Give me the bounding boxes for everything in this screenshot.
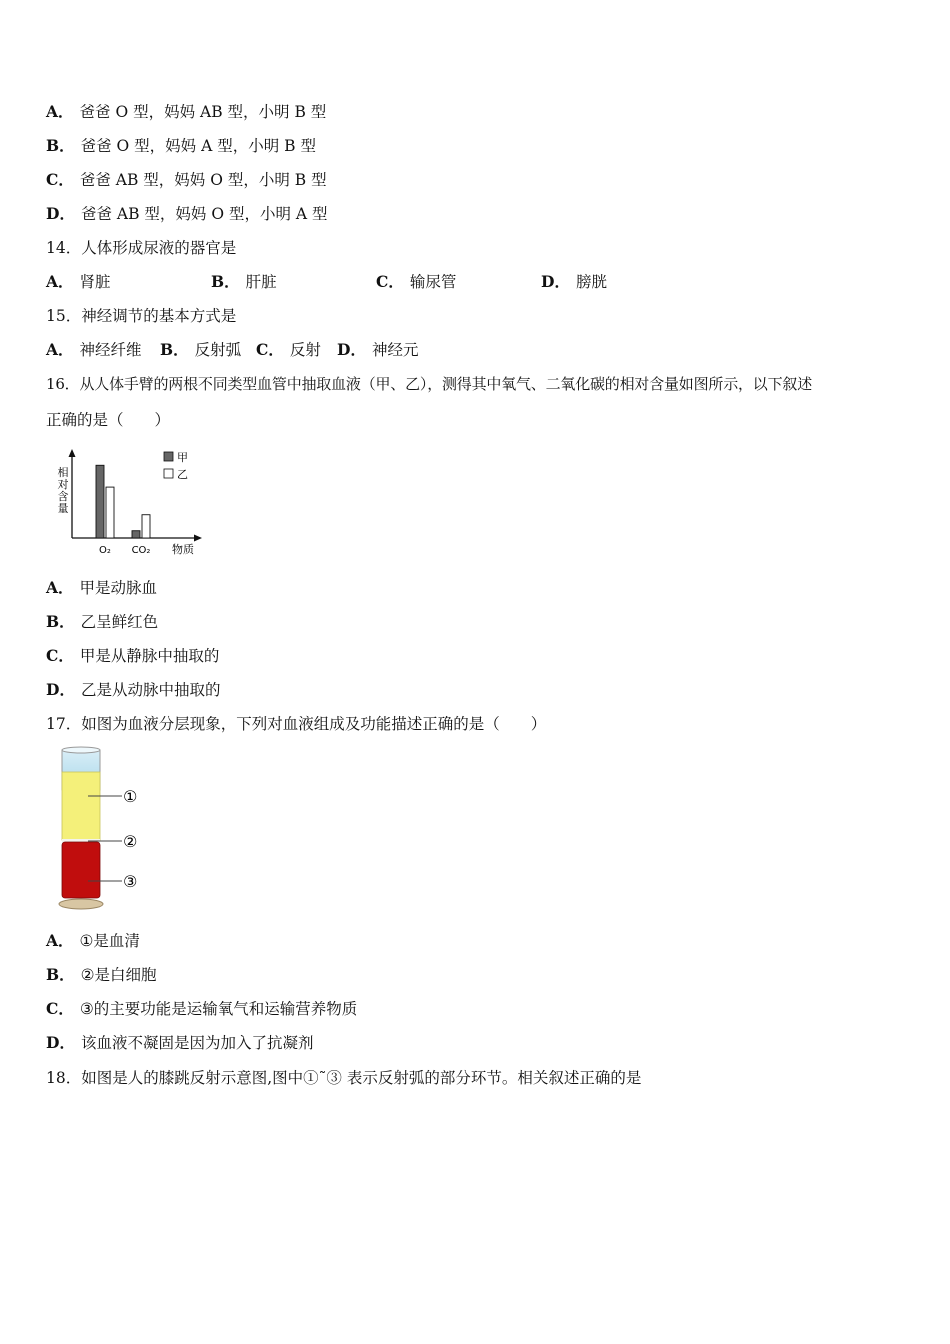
- option-label: A．: [46, 340, 74, 359]
- option-text: 甲是动脉血: [79, 579, 158, 597]
- option-label: B．: [211, 272, 240, 291]
- q16-bar-chart: [50, 446, 210, 566]
- option-label: A．: [46, 102, 74, 121]
- q14-stem: 14．人体形成尿液的器官是: [46, 239, 237, 257]
- option-text: 神经元: [371, 341, 419, 359]
- q17-blood-tube-figure: [52, 744, 152, 914]
- legend-label-jia: 甲: [177, 451, 188, 464]
- y-axis-label-char: 量: [57, 502, 69, 515]
- option-label: A．: [46, 578, 74, 597]
- option-label: C．: [256, 340, 284, 359]
- q15-stem: 15．神经调节的基本方式是: [46, 307, 237, 325]
- q15-option-a: [46, 340, 142, 360]
- option-text: 爸爸 AB 型，妈妈 O 型，小明 A 型: [80, 205, 328, 223]
- y-axis-label: [58, 465, 69, 515]
- y-axis-label-char: 对: [57, 478, 69, 491]
- q17-option-b: [46, 965, 157, 985]
- option-text: 爸爸 O 型，妈妈 A 型，小明 B 型: [80, 137, 316, 155]
- option-label: B．: [46, 136, 75, 155]
- bar-乙-1: [142, 515, 150, 538]
- option-label: B．: [160, 340, 189, 359]
- option-label: D．: [337, 340, 366, 359]
- option-text: ②是白细胞: [80, 966, 157, 984]
- option-text: 肾脏: [79, 273, 111, 291]
- tube-rim: [62, 747, 100, 753]
- option-text: 反射: [289, 341, 321, 359]
- q17-option-c: [46, 999, 357, 1019]
- q15-option-c: [256, 340, 321, 360]
- option-label: D．: [46, 680, 75, 699]
- q18-stem: 18．如图是人的膝跳反射示意图,图中①˜③ 表示反射弧的部分环节。相关叙述正确的是: [46, 1069, 642, 1087]
- option-text: 该血液不凝固是因为加入了抗凝剂: [80, 1034, 314, 1052]
- x-tick-label-co2: CO₂: [131, 545, 151, 556]
- q17-option-a: [46, 931, 140, 951]
- option-text: 乙呈鲜红色: [80, 613, 159, 631]
- figure-label-1: ①: [123, 787, 138, 806]
- q13-option-a: [46, 102, 326, 122]
- q14-option-b: [211, 272, 277, 292]
- option-label: D．: [46, 1033, 75, 1052]
- q14-option-d: [541, 272, 607, 292]
- q17-option-d: [46, 1033, 313, 1053]
- figure-label-3: ③: [123, 872, 138, 891]
- y-axis-arrow: [69, 449, 76, 457]
- q16-stem-line1: 16．从人体手臂的两根不同类型血管中抽取血液（甲、乙），测得其中氧气、二氧化碳的相对含量如图所示，以下叙述: [46, 375, 812, 393]
- figure-label-2: ②: [123, 832, 138, 851]
- y-axis-label-char: 相: [57, 466, 69, 479]
- option-text: 乙是从动脉中抽取的: [80, 681, 221, 699]
- bar-甲-1: [132, 531, 140, 538]
- option-text: ①是血清: [79, 932, 140, 950]
- option-text: 反射弧: [194, 341, 242, 359]
- legend-swatch-yi: [164, 469, 173, 478]
- q16-option-b: [46, 612, 158, 632]
- bar-甲-0: [96, 465, 104, 538]
- legend-label-yi: 乙: [177, 468, 188, 481]
- q16-stem-line2: 正确的是（ ）: [46, 411, 171, 429]
- option-label: C．: [376, 272, 404, 291]
- red-cell-layer: [62, 842, 100, 898]
- tube-base: [59, 899, 103, 909]
- bars: [96, 465, 150, 538]
- option-label: C．: [46, 170, 74, 189]
- q16-option-c: [46, 646, 219, 666]
- x-tick-label-o2: O₂: [99, 545, 111, 556]
- option-text: 爸爸 AB 型，妈妈 O 型，小明 B 型: [79, 171, 327, 189]
- option-text: ③的主要功能是运输氧气和运输营养物质: [79, 1000, 358, 1018]
- x-axis-label: 物质: [172, 543, 194, 556]
- q15-option-b: [160, 340, 241, 360]
- q13-option-d: [46, 204, 328, 224]
- option-label: B．: [46, 612, 75, 631]
- legend-swatch-jia: [164, 452, 173, 461]
- option-text: 神经纤维: [79, 341, 142, 359]
- q17-stem: 17．如图为血液分层现象，下列对血液组成及功能描述正确的是（ ）: [46, 715, 547, 733]
- option-label: D．: [541, 272, 570, 291]
- q13-option-b: [46, 136, 316, 156]
- q16-option-a: [46, 578, 157, 598]
- option-label: D．: [46, 204, 75, 223]
- bar-乙-0: [106, 487, 114, 538]
- q13-option-c: [46, 170, 327, 190]
- q16-option-d: [46, 680, 220, 700]
- option-text: 爸爸 O 型，妈妈 AB 型，小明 B 型: [79, 103, 327, 121]
- option-text: 膀胱: [575, 273, 607, 291]
- x-axis-arrow: [194, 535, 202, 542]
- q14-option-a: [46, 272, 111, 292]
- option-text: 甲是从静脉中抽取的: [79, 647, 220, 665]
- option-text: 肝脏: [245, 273, 277, 291]
- option-label: A．: [46, 272, 74, 291]
- q15-option-d: [337, 340, 418, 360]
- option-label: C．: [46, 646, 74, 665]
- option-label: A．: [46, 931, 74, 950]
- option-label: C．: [46, 999, 74, 1018]
- q14-option-c: [376, 272, 456, 292]
- y-axis-label-char: 含: [57, 490, 69, 503]
- option-label: B．: [46, 965, 75, 984]
- plasma-layer: [62, 772, 100, 840]
- option-text: 输尿管: [409, 273, 457, 291]
